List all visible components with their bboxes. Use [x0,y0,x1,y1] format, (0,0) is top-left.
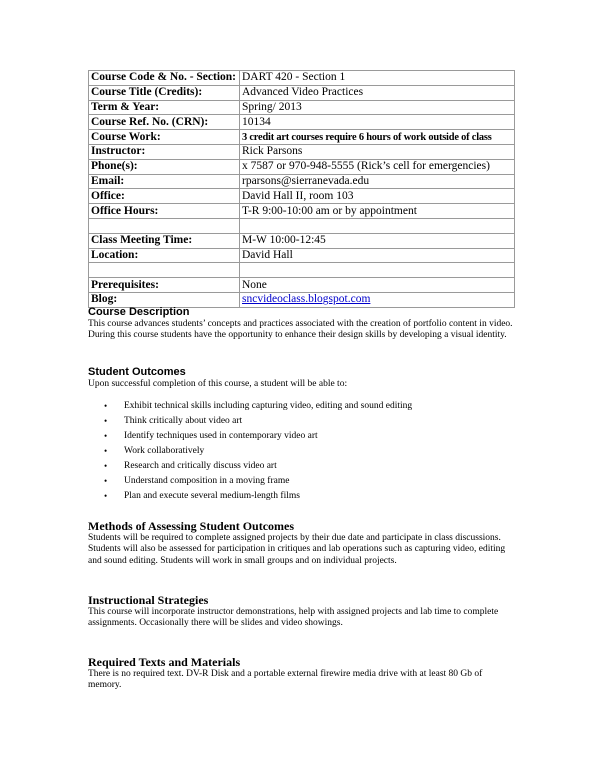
student-outcomes-intro: Upon successful completion of this course, a student will be able to: [88,379,348,389]
list-item-text: Work collaboratively [124,446,205,456]
row-label: Instructor: [89,144,240,159]
list-item-text: Understand composition in a moving frame [124,476,290,486]
course-info-table [88,70,515,308]
student-outcomes-section [88,366,518,390]
list-item [104,444,412,459]
row-value: T-R 9:00-10:00 am or by appointment [240,204,515,219]
row-label: Term & Year: [89,100,240,115]
list-item-text: Research and critically discuss video art [124,461,277,471]
row-value: 3 credit art courses require 6 hours of work outside of class [240,130,515,145]
row-value: David Hall [240,248,515,263]
table-row [89,115,515,130]
table-row [89,159,515,174]
list-item [104,489,412,504]
row-label: Course Code & No. - Section: [89,71,240,86]
blog-link[interactable]: sncvideoclass.blogspot.com [242,293,371,306]
table-row [89,233,515,248]
row-value: DART 420 - Section 1 [240,71,515,86]
strategies-section [88,593,518,630]
table-row [89,248,515,263]
table-row [89,204,515,219]
row-label: Class Meeting Time: [89,233,240,248]
row-label: Office: [89,189,240,204]
texts-heading: Required Texts and Materials [88,655,241,669]
table-row [89,130,515,145]
methods-heading: Methods of Assessing Student Outcomes [88,519,295,533]
course-description-text: This course advances students’ concepts and practices associated with the creation of portfolio content in video. During this course students have the opportunity to enhance their design skills by developing a visual identity. [88,319,513,341]
row-value: rparsons@sierranevada.edu [240,174,515,189]
list-item [104,459,412,474]
bullet-icon: • [104,476,108,486]
bullet-icon: • [104,416,108,426]
empty-cell [240,218,515,233]
bullet-icon: • [104,491,108,501]
methods-section [88,519,518,567]
texts-text: There is no required text. DV-R Disk and a portable external firewire media drive with at least 80 Gb of memory. [88,669,483,691]
strategies-heading: Instructional Strategies [88,593,209,607]
blank-row [89,218,515,233]
course-description-heading: Course Description [88,306,190,318]
list-item [104,474,412,489]
row-label: Course Work: [89,130,240,145]
list-item-text: Identify techniques used in contemporary video art [124,431,318,441]
row-label: Blog: [89,292,240,307]
list-item-text: Exhibit technical skills including capturing video, editing and sound editing [124,401,413,411]
row-label: Course Title (Credits): [89,85,240,100]
table-row [89,71,515,86]
row-value: Spring/ 2013 [240,100,515,115]
table-row [89,100,515,115]
bullet-icon: • [104,431,108,441]
table-row [89,174,515,189]
row-value: David Hall II, room 103 [240,189,515,204]
table-row [89,278,515,293]
list-item-text: Plan and execute several medium-length films [124,491,300,501]
row-label: Course Ref. No. (CRN): [89,115,240,130]
bullet-icon: • [104,461,108,471]
outcomes-list [104,399,412,504]
row-label: Prerequisites: [89,278,240,293]
course-description-section [88,306,518,342]
list-item [104,429,412,444]
row-value: Advanced Video Practices [240,85,515,100]
texts-section [88,655,518,692]
empty-cell [240,263,515,278]
table-row [89,144,515,159]
bullet-icon: • [104,446,108,456]
row-label: Email: [89,174,240,189]
row-value: 10134 [240,115,515,130]
table-row [89,85,515,100]
row-label: Location: [89,248,240,263]
table-row [89,189,515,204]
bullet-icon: • [104,401,108,411]
empty-cell [89,263,240,278]
row-value: x 7587 or 970-948-5555 (Rick’s cell for emergencies) [240,159,515,174]
blank-row [89,263,515,278]
row-value: M-W 10:00-12:45 [240,233,515,248]
row-value: None [240,278,515,293]
list-item-text: Think critically about video art [124,416,243,426]
row-label: Office Hours: [89,204,240,219]
empty-cell [89,218,240,233]
row-label: Phone(s): [89,159,240,174]
strategies-text: This course will incorporate instructor demonstrations, help with assigned projects and lab time to complete assignments. Occasionally there will be slides and video showings. [88,607,499,629]
list-item [104,414,412,429]
list-item [104,399,412,414]
row-value: Rick Parsons [240,144,515,159]
student-outcomes-heading: Student Outcomes [88,366,186,378]
methods-text: Students will be required to complete assigned projects by their due date and participate in class discussions. Students will also be assessed for participation in critiques and lab operations such as capturing video, editing and sound editing. Students will work in small groups and on individual projects. [88,533,506,566]
